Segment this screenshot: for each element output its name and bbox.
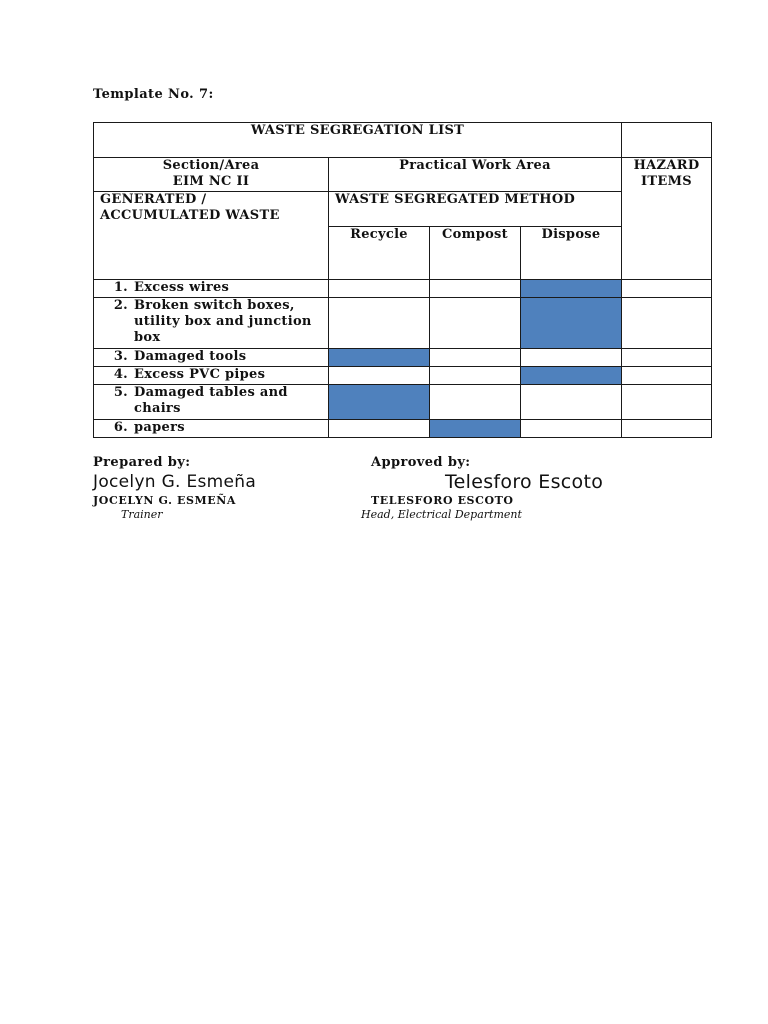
hazard-cell [622, 298, 712, 349]
approved-signature: Telesforo Escoto [445, 471, 604, 493]
waste-item: Broken switch boxes, utility box and junction box [134, 298, 312, 345]
practical-area: Practical Work Area [329, 158, 622, 192]
generated-header-line2: ACCUMULATED WASTE [100, 208, 280, 223]
section-area-cell [94, 158, 329, 192]
hazard-cell [622, 367, 712, 385]
approved-name: TELESFORO ESCOTO [371, 494, 514, 507]
compost-cell [430, 385, 521, 420]
method-header: WASTE SEGREGATED METHOD [329, 192, 622, 227]
hazard-cell [622, 349, 712, 367]
dispose-cell-marked [521, 367, 622, 385]
hazard-cell [622, 420, 712, 438]
row-number: 4. [113, 367, 128, 382]
table-row [94, 298, 712, 349]
template-label: Template No. 7: [93, 87, 214, 102]
compost-cell [430, 367, 521, 385]
generated-header-line1: GENERATED / [100, 192, 207, 207]
row-number: 2. [113, 298, 128, 313]
waste-segregation-table [93, 122, 712, 438]
table-row [94, 420, 712, 438]
dispose-cell-marked [521, 298, 622, 349]
table-row [94, 280, 712, 298]
recycle-cell-marked [329, 385, 430, 420]
dispose-header: Dispose [521, 227, 622, 280]
compost-cell-marked [430, 420, 521, 438]
row-number: 1. [113, 280, 128, 295]
waste-item: Excess PVC pipes [134, 367, 266, 382]
prepared-name: JOCELYN G. ESMEÑA [93, 494, 237, 507]
dispose-cell [521, 420, 622, 438]
section-label: Section/Area [162, 158, 260, 173]
compost-cell [430, 298, 521, 349]
hazard-line1: HAZARD [633, 158, 700, 173]
approved-by-label: Approved by: [371, 455, 471, 470]
row-number: 5. [113, 385, 128, 400]
prepared-by-label: Prepared by: [93, 455, 191, 470]
dispose-cell-marked [521, 280, 622, 298]
table-row [94, 367, 712, 385]
waste-item: Excess wires [134, 280, 230, 295]
hazard-items-header [622, 158, 712, 280]
recycle-header: Recycle [329, 227, 430, 280]
table-row [94, 385, 712, 420]
hazard-cell [622, 280, 712, 298]
hazard-line2: ITEMS [641, 174, 692, 189]
dispose-cell [521, 385, 622, 420]
row-number: 3. [113, 349, 128, 364]
prepared-signature: Jocelyn G. Esmeña [93, 472, 257, 492]
approved-role: Head, Electrical Department [361, 508, 522, 521]
compost-header: Compost [430, 227, 521, 280]
table-title: WASTE SEGREGATION LIST [94, 123, 622, 158]
dispose-cell [521, 349, 622, 367]
waste-item: Damaged tools [134, 349, 247, 364]
title-blank-cell [622, 123, 712, 158]
recycle-cell-marked [329, 349, 430, 367]
prepared-role: Trainer [121, 508, 163, 521]
recycle-cell [329, 420, 430, 438]
generated-waste-header [94, 192, 329, 280]
compost-cell [430, 349, 521, 367]
waste-item: papers [134, 420, 185, 435]
compost-cell [430, 280, 521, 298]
recycle-cell [329, 298, 430, 349]
recycle-cell [329, 280, 430, 298]
waste-item: Damaged tables and chairs [134, 385, 288, 416]
section-value: EIM NC II [172, 174, 250, 189]
hazard-cell [622, 385, 712, 420]
table-row [94, 349, 712, 367]
row-number: 6. [113, 420, 128, 435]
recycle-cell [329, 367, 430, 385]
